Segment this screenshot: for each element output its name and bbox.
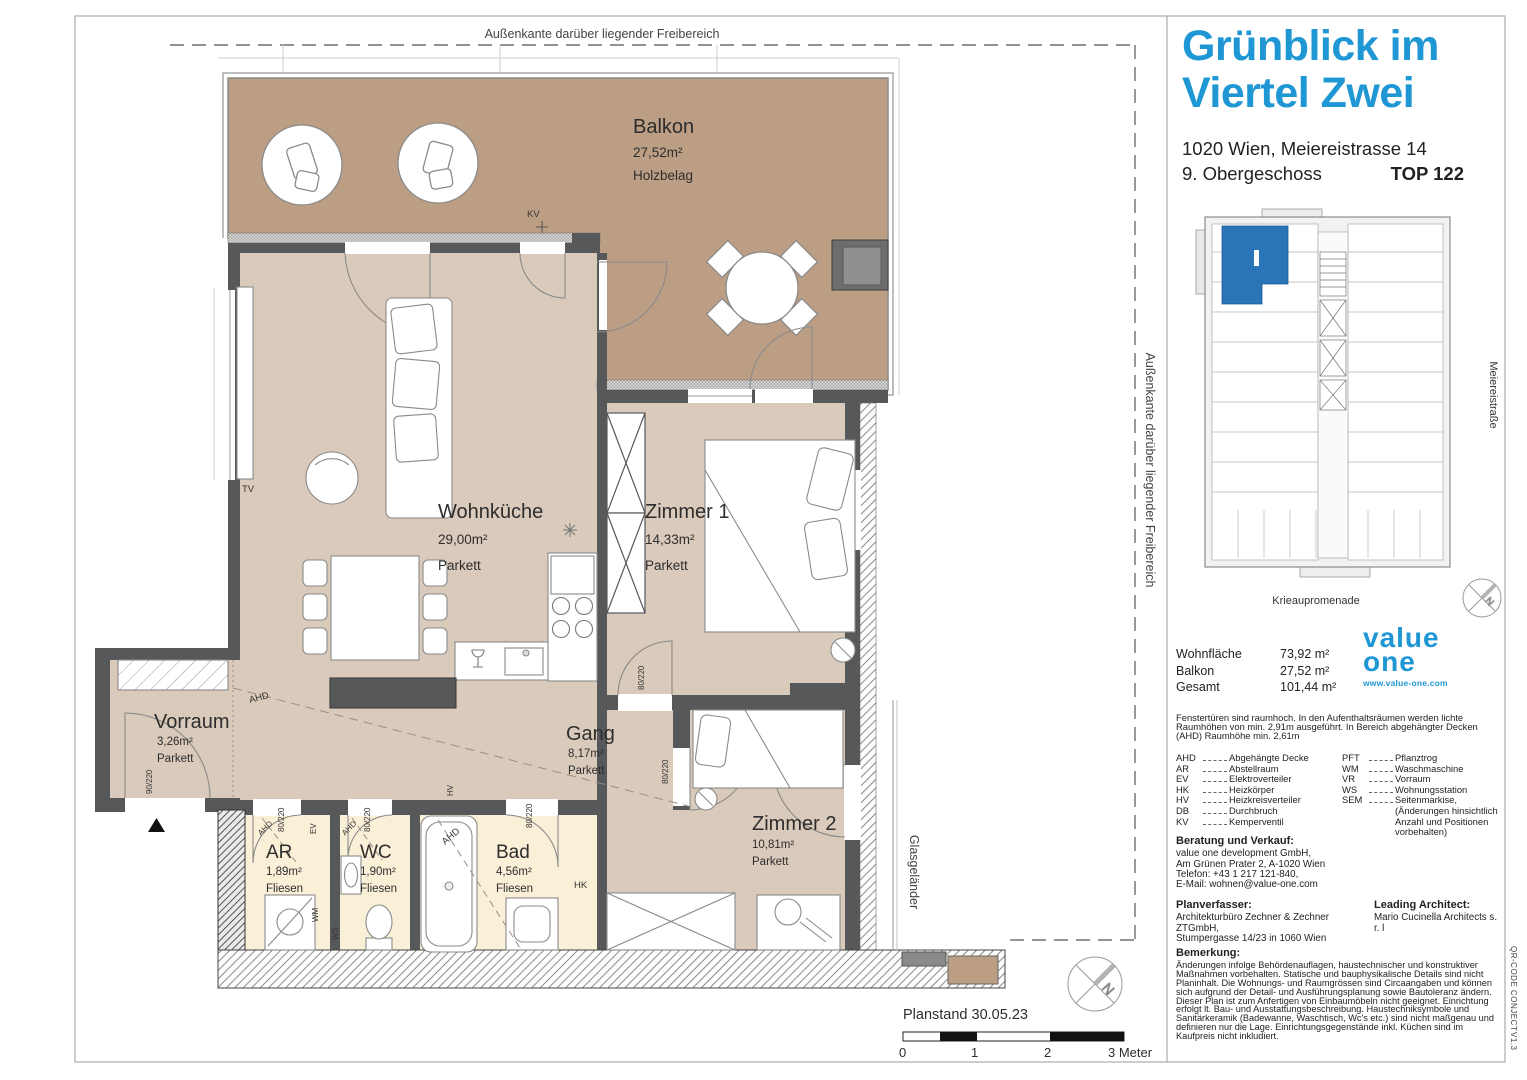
room-label-bad: Bad xyxy=(496,842,530,863)
planner-architect-row xyxy=(1176,900,1504,944)
kitchen-island xyxy=(330,678,456,708)
contact-heading: Beratung und Verkauf: xyxy=(1176,835,1294,847)
scale-tick: 1 xyxy=(971,1045,979,1060)
scale-tick: 3 Meter xyxy=(1108,1045,1153,1060)
area-row: Balkon 27,52 m² xyxy=(1176,663,1330,678)
door-size: 80/220 xyxy=(363,807,372,832)
contact-block xyxy=(1176,836,1496,890)
ahd-marker: AHD xyxy=(247,690,271,706)
abbreviation-legend xyxy=(1176,753,1504,838)
abbr-row: WS Wohnungsstation xyxy=(1342,783,1468,795)
room-label-gang: Gang xyxy=(566,723,615,745)
room-floor: Parkett xyxy=(752,856,789,868)
logo-word-2: one xyxy=(1363,646,1416,677)
valueone-logo xyxy=(1363,622,1448,688)
ceiling-light xyxy=(563,523,577,537)
hk-marker: HK xyxy=(574,880,588,891)
floor-label: 9. Obergeschoss xyxy=(1182,163,1322,184)
room-floor: Fliesen xyxy=(266,883,304,895)
ws-marker: WS xyxy=(331,927,340,940)
room-area-balkon: 27,52m² xyxy=(633,145,683,160)
contact-line: Am Grünen Prater 2, A-1020 Wien xyxy=(1176,858,1326,870)
contact-line: E-Mail: wohnen@value-one.com xyxy=(1176,879,1318,891)
logo-word-1: value xyxy=(1363,622,1440,653)
desk-chair xyxy=(775,899,801,925)
room-label-vorraum: Vorraum xyxy=(154,711,230,733)
street-label-right: Meiereistraße xyxy=(1487,361,1499,429)
area-row: Gesamt 101,44 m² xyxy=(1176,680,1337,694)
room-label-wc: WC xyxy=(360,842,392,863)
glass-railing xyxy=(893,700,897,950)
area-table xyxy=(1176,646,1356,696)
abbr-row: KV Kemperventil xyxy=(1176,815,1284,827)
north-compass xyxy=(1068,957,1122,1011)
planner-heading: Planverfasser: xyxy=(1176,899,1252,911)
unit-label: TOP 122 xyxy=(1390,163,1464,184)
room-floor: Fliesen xyxy=(496,883,534,895)
room-floor-balkon: Holzbelag xyxy=(633,168,694,183)
room-area: 29,00m² xyxy=(438,532,488,547)
address: 1020 Wien, Meiereistrasse 14 xyxy=(1182,138,1427,159)
door-size: 80/220 xyxy=(661,759,670,784)
planstand: Planstand 30.05.23 xyxy=(903,1007,1028,1023)
edge-note-qr: QR-CODE CONJECT xyxy=(1509,946,1518,1032)
room-area: 1,89m² xyxy=(266,866,302,878)
architect-heading: Leading Architect: xyxy=(1374,899,1471,911)
room-floor: Parkett xyxy=(568,765,605,777)
tv-board xyxy=(237,287,253,479)
street-label-bottom: Krieaupromenade xyxy=(1272,595,1360,607)
room-label-balkon: Balkon xyxy=(633,116,695,138)
room-area: 3,26m² xyxy=(157,736,193,748)
scale-tick: 0 xyxy=(899,1045,907,1060)
abbr-row: WM Waschmaschine xyxy=(1342,762,1464,774)
room-floor: Parkett xyxy=(157,753,194,765)
boundary-label-right: Außenkante darüber liegender Freibereich xyxy=(1143,352,1157,588)
remark-block xyxy=(1176,949,1504,1041)
scale-tick: 2 xyxy=(1044,1045,1052,1060)
entrance-arrow xyxy=(148,818,165,832)
door-size: 80/220 xyxy=(637,665,646,690)
dining-table xyxy=(331,556,419,660)
abbr-row: HV Heizkreisverteiler xyxy=(1176,794,1301,806)
planner-line: Architekturbüro Zechner & Zechner ZTGmbH, xyxy=(1176,912,1330,934)
armchair xyxy=(306,452,358,504)
room-label-ar: AR xyxy=(266,842,293,863)
tv-marker: TV xyxy=(242,484,255,495)
project-title: Grünblick im Viertel Zwei xyxy=(1182,22,1439,117)
room-area: 4,56m² xyxy=(496,866,532,878)
room-label-zimmer2: Zimmer 2 xyxy=(752,813,837,835)
shaft xyxy=(607,413,645,613)
door-size: 80/220 xyxy=(277,807,286,832)
ceiling-note: Fenstertüren sind raumhoch. In den Aufenthaltsräumen werden lichte Raumhöhen von min. 2,91m ausgeführt. In Bereich abgehängter Decken (AHD) Raumhöhe min. 2,61m xyxy=(1176,712,1478,741)
abbr-row: HK Heizkörper xyxy=(1176,783,1275,795)
room-label-zimmer1: Zimmer 1 xyxy=(645,501,730,523)
room-area: 14,33m² xyxy=(645,532,695,547)
kv-marker: KV xyxy=(527,209,540,220)
room-label-wohnkueche: Wohnküche xyxy=(438,501,544,523)
abbr-row: AR Abstellraum xyxy=(1176,762,1279,774)
ahd-marker: AHD xyxy=(439,825,463,848)
abbr-row: SEM Seitenmarkise, (Änderungen hinsichtlich Anzahl und Positionen vorbehalten) xyxy=(1342,794,1498,838)
scale-bar xyxy=(899,1032,1153,1060)
door-size-entry: 90/220 xyxy=(145,769,154,794)
ahd-marker: AHD xyxy=(340,819,359,838)
room-area: 1,90m² xyxy=(360,866,396,878)
remark-heading: Bemerkung: xyxy=(1176,947,1241,959)
door-size: 80/220 xyxy=(525,803,534,828)
info-panel xyxy=(1167,16,1505,1062)
abbr-row: DB Durchbruch xyxy=(1176,804,1278,816)
room-area: 10,81m² xyxy=(752,839,795,851)
room-floor: Parkett xyxy=(438,558,481,573)
edge-note-version: V1.3 xyxy=(1509,1032,1518,1051)
floor-unit-row xyxy=(1182,163,1464,185)
glass-railing-label: Glasgeländer xyxy=(907,834,921,910)
planner-line: Stumpergasse 14/23 in 1060 Wien xyxy=(1176,932,1327,944)
ev-marker: EV xyxy=(309,823,318,834)
architect-line: Mario Cucinella Architects s. r. l xyxy=(1374,912,1498,934)
abbr-row: PFT Pflanztrog xyxy=(1342,752,1438,763)
north-label: N xyxy=(1099,979,1118,998)
wm-marker: WM xyxy=(311,907,320,922)
abbr-row: VR Vorraum xyxy=(1342,773,1431,785)
room-area: 8,17m² xyxy=(568,748,604,760)
room-floor: Fliesen xyxy=(360,883,398,895)
north-label: N xyxy=(1482,595,1496,609)
area-row: Wohnfläche 73,92 m² xyxy=(1176,647,1330,661)
ahd-marker: AHD xyxy=(256,819,275,838)
contact-line: Telefon: +43 1 217 121-840, xyxy=(1176,868,1299,880)
vorraum-closet xyxy=(118,660,228,690)
room-floor: Parkett xyxy=(645,558,688,573)
remark-text: Änderungen infolge Behördenauflagen, haustechnischer und konstruktiver Maßnahmen vorbehalten. Statische und bauphysikalische Details sind nicht Planinhalt. Die Wohnungs- und Raumgrössen sind Circaangaben und können sich aufgrund der Detail- und Ausführungsplanung sowie Bautoleranz ändern. Dieser Plan ist zum Anfertigen von Einbaumöbeln nicht geeignet. Einrichtung erfolgt lt. Bau- und Ausstattungsbeschreibung. Haustechniksymbole und Sanitärkeramik (Badewanne, Waschtisch, Wc's etc.) sind nicht maßgenau und definieren nur die Lage. Einrichtungsgegenstände inkl. Küchen sind im Kaufpreis nicht inkludiert. xyxy=(1176,959,1495,1042)
abbr-row: AHD Abgehängte Decke xyxy=(1176,752,1309,763)
desk xyxy=(757,895,840,950)
logo-url: www.value-one.com xyxy=(1363,678,1448,688)
contact-line: value one development GmbH, xyxy=(1176,848,1312,860)
abbr-row: EV Elektroverteiler xyxy=(1176,773,1292,785)
boundary-label-top: Außenkante darüber liegender Freibereich xyxy=(484,27,720,41)
hv-marker: HV xyxy=(446,784,455,796)
toilet xyxy=(366,938,392,950)
